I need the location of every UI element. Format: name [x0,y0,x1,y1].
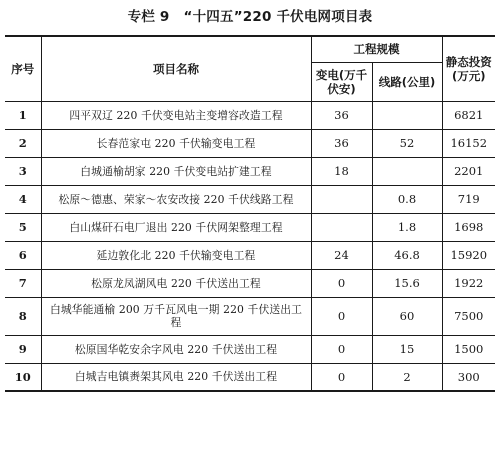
table-caption [5,9,495,35]
row-line-length: 46.8 [372,241,442,269]
table-row [5,241,495,269]
header-name: 项目名称 [41,36,311,101]
row-project-name: 四平双辽 220 千伏变电站主变增容改造工程 [41,101,311,129]
row-number: 2 [5,129,41,157]
table-row [5,185,495,213]
row-investment: 7500 [442,297,495,335]
row-number: 10 [5,363,41,391]
row-investment: 6821 [442,101,495,129]
row-investment: 15920 [442,241,495,269]
header-line: 线路(公里) [372,62,442,101]
table-row [5,269,495,297]
row-number: 8 [5,297,41,335]
row-project-name: 延边敦化北 220 千伏输变电工程 [41,241,311,269]
caption-column-number: 专栏 9 [127,9,170,25]
row-substation-capacity: 18 [311,157,372,185]
row-investment: 1500 [442,335,495,363]
table-body [5,101,495,391]
row-line-length: 15 [372,335,442,363]
row-project-name: 松原～德惠、荣家～农安改接 220 千伏线路工程 [41,185,311,213]
row-line-length: 60 [372,297,442,335]
table-row [5,101,495,129]
row-project-name: 长春范家屯 220 千伏输变电工程 [41,129,311,157]
row-substation-capacity: 0 [311,269,372,297]
row-project-name: 白山煤矸石电厂退出 220 千伏网架整理工程 [41,213,311,241]
header-scale-group: 工程规模 [311,36,442,62]
row-number: 4 [5,185,41,213]
table-row [5,129,495,157]
row-substation-capacity: 0 [311,335,372,363]
row-project-name: 白城通榆胡家 220 千伏变电站扩建工程 [41,157,311,185]
row-investment: 1698 [442,213,495,241]
row-substation-capacity: 24 [311,241,372,269]
row-substation-capacity: 36 [311,101,372,129]
row-project-name: 松原龙凤湖风电 220 千伏送出工程 [41,269,311,297]
row-substation-capacity [311,213,372,241]
row-line-length: 1.8 [372,213,442,241]
table-row [5,157,495,185]
table-row [5,297,495,335]
row-investment: 16152 [442,129,495,157]
row-line-length: 52 [372,129,442,157]
table-row [5,213,495,241]
row-line-length: 0.8 [372,185,442,213]
caption-title: “十四五”220 千伏电网项目表 [183,9,373,25]
row-number: 1 [5,101,41,129]
project-table [5,35,495,392]
header-substation: 变电(万千伏安) [311,62,372,101]
row-number: 5 [5,213,41,241]
header-seq: 序号 [5,36,41,101]
row-investment: 719 [442,185,495,213]
row-number: 3 [5,157,41,185]
row-substation-capacity: 0 [311,363,372,391]
row-project-name: 白城吉电镇赉架其风电 220 千伏送出工程 [41,363,311,391]
row-project-name: 松原国华乾安余字风电 220 千伏送出工程 [41,335,311,363]
row-investment: 2201 [442,157,495,185]
row-number: 6 [5,241,41,269]
table-row [5,363,495,391]
row-substation-capacity [311,185,372,213]
row-investment: 300 [442,363,495,391]
row-substation-capacity: 0 [311,297,372,335]
row-project-name: 白城华能通榆 200 万千瓦风电一期 220 千伏送出工程 [41,297,311,335]
row-line-length [372,101,442,129]
row-line-length: 2 [372,363,442,391]
row-investment: 1922 [442,269,495,297]
row-line-length: 15.6 [372,269,442,297]
header-investment: 静态投资(万元) [442,36,495,101]
row-number: 9 [5,335,41,363]
row-number: 7 [5,269,41,297]
row-line-length [372,157,442,185]
table-row [5,335,495,363]
row-substation-capacity: 36 [311,129,372,157]
